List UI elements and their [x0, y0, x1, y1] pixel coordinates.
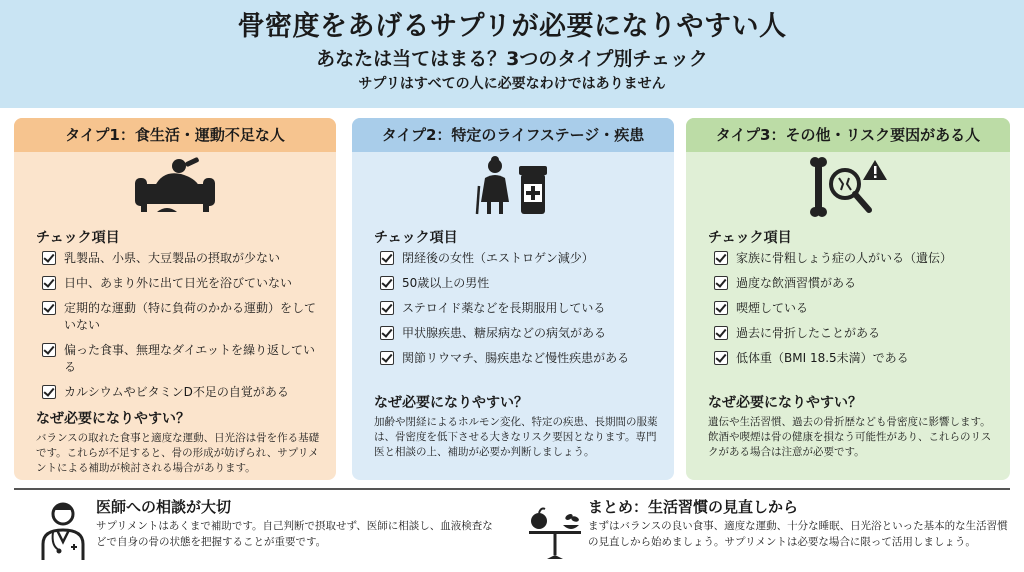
checklist-item: 甲状腺疾患、糖尿病などの病気がある	[380, 325, 662, 342]
type1-why-title: なぜ必要になりやすい？	[36, 411, 190, 427]
type2-checklist	[352, 250, 674, 367]
checkbox-icon	[42, 301, 56, 315]
checkbox-icon	[42, 343, 56, 357]
type1-why-text: バランスの取れた食事と適度な運動、日光浴は骨を作る基礎です。これらが不足すると、骨の形成が妨げられ、サプリメントによる補助が検討される場合があります。	[36, 432, 320, 474]
checklist-item: 乳製品、小県、大豆製品の摂取が少ない	[42, 250, 324, 267]
checkbox-icon	[42, 276, 56, 290]
checkbox-icon	[380, 301, 394, 315]
doctor-note-body	[96, 494, 500, 568]
checkbox-icon	[380, 351, 394, 365]
section-divider	[14, 488, 1010, 490]
summary-note-title: まとめ：生活習慣の見直しから	[588, 498, 799, 516]
type3-why-title: なぜ必要になりやすい？	[708, 395, 862, 411]
checklist-item: カルシウムやビタミンD不足の自覚がある	[42, 384, 324, 401]
page-subtitle: あなたは当てはまる？3つのタイプ別チェック	[316, 48, 708, 70]
type2-why-text: 加齢や閉経によるホルモン変化、特定の疾患、長期間の服薬は、骨密度を低下させる大きなリスク要因となります。専門医と相談の上、補助が必要か判断しましょう。	[374, 416, 658, 458]
checklist-item: 低体重（BMI 18.5未満）である	[714, 350, 998, 367]
type3-why-text: 遺伝や生活習慣、過去の骨折歴なども骨密度に影響します。飲酒や喫煙は骨の健康を損なう可能性があり、これらのリスクがある場合は注意が必要です。	[708, 416, 992, 458]
type3-check-title: チェック項目	[708, 230, 792, 246]
checkbox-icon	[380, 326, 394, 340]
checklist-item: 過去に骨折したことがある	[714, 325, 998, 342]
checkbox-icon	[714, 301, 728, 315]
checkbox-icon	[42, 251, 56, 265]
type1-check-title: チェック項目	[36, 230, 120, 246]
type2-why-title: なぜ必要になりやすい？	[374, 395, 528, 411]
page-lead: サプリはすべての人に必要なわけではありません	[358, 76, 666, 92]
type2-card	[352, 118, 674, 480]
balance-apple-supplement-icon	[522, 494, 588, 568]
bone-magnifier-warning-icon	[686, 152, 1010, 222]
checklist-item: ステロイド薬などを長期服用している	[380, 300, 662, 317]
doctor-icon	[30, 494, 96, 568]
summary-note-text: まずはバランスの良い食事、適度な運動、十分な睡眠、日光浴といった基本的な生活習慣の見直しから始めましょう。サプリメントは必要な場合に限って活用しましょう。	[588, 520, 1008, 548]
checkbox-icon	[714, 251, 728, 265]
type3-heading: タイプ3：その他・リスク要因がある人	[686, 118, 1010, 152]
checklist-item: 関節リウマチ、腸疾患など慢性疾患がある	[380, 350, 662, 367]
couch-potato-icon	[14, 152, 336, 222]
checkbox-icon	[380, 251, 394, 265]
summary-note	[522, 494, 1012, 568]
checkbox-icon	[714, 276, 728, 290]
header-banner	[0, 0, 1024, 108]
checklist-item: 閉経後の女性（エストロゲン減少）	[380, 250, 662, 267]
type1-card	[14, 118, 336, 480]
doctor-note-text: サプリメントはあくまで補助です。自己判断で摂取せず、医師に相談し、血液検査などで自身の骨の状態を把握することが重要です。	[96, 520, 493, 548]
checklist-item: 日中、あまり外に出て日光を浴びていない	[42, 275, 324, 292]
checklist-item: 偏った食事、無理なダイエットを繰り返している	[42, 342, 324, 376]
checklist-item: 過度な飲酒習慣がある	[714, 275, 998, 292]
checkbox-icon	[714, 351, 728, 365]
page-title: 骨密度をあげるサプリが必要になりやすい人	[237, 11, 787, 42]
checklist-item: 喫煙している	[714, 300, 998, 317]
type3-checklist	[686, 250, 1010, 367]
checklist-item: 家族に骨粗しょう症の人がいる（遺伝）	[714, 250, 998, 267]
checklist-item: 定期的な運動（特に負荷のかかる運動）をしていない	[42, 300, 324, 334]
type3-card	[686, 118, 1010, 480]
type2-check-title: チェック項目	[374, 230, 458, 246]
doctor-consult-note	[30, 494, 500, 568]
type1-heading: タイプ1：食生活・運動不足な人	[14, 118, 336, 152]
doctor-note-title: 医師への相談が大切	[96, 498, 232, 516]
summary-note-body	[588, 494, 1012, 568]
type1-checklist	[14, 250, 336, 401]
checkbox-icon	[714, 326, 728, 340]
checkbox-icon	[380, 276, 394, 290]
checkbox-icon	[42, 385, 56, 399]
elderly-medicine-icon	[352, 152, 674, 222]
checklist-item: 50歳以上の男性	[380, 275, 662, 292]
type2-heading: タイプ2：特定のライフステージ・疾患	[352, 118, 674, 152]
